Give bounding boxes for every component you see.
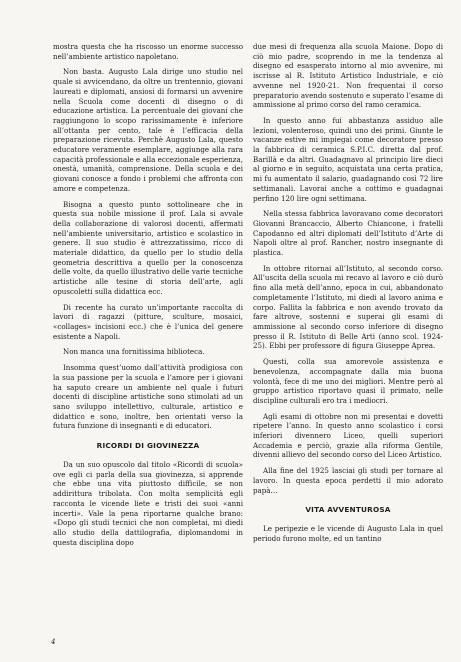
paragraph: due mesi di frequenza alla scuola Maione. Dopo di ciò mio padre, scoprendo in me la tendenza al disegno ed esasperato intorno al mio avvenire, mi iscrisse al R. Istituto Artistico Industriale, e ciò avvenne nel 1920-21. Non frequentai il corso preparatorio avendo sostenuto e superato l’esame di ammissione al primo corso del ramo ceramica.: [253, 42, 443, 110]
left-column: [53, 42, 243, 553]
paragraph: Non manca una fornitissima biblioteca.: [63, 347, 205, 357]
paragraph: Insomma quest’uomo dall’attività prodigiosa con la sua passione per la scuola e l’amore per i giovani ha saputo creare un ambiente nel quale i futuri docenti di discipline artistiche sono stimolati ad un sano sviluppo intellettivo, culturale, artistico e didattico e sono, inoltre, ben orientati verso la futura funzione di insegnanti e di educatori.: [53, 363, 243, 431]
page-number: 4: [51, 638, 56, 646]
paragraph: Di recente ha curato un’importante raccolta di lavori di ragazzi (pitture, sculture, mosaici, «collages» incisioni ecc.) che è l’unica del genere esistente a Napoli.: [53, 302, 243, 341]
paragraph: In ottobre ritornai all’Istituto, al secondo corso. All’uscita della scuola mi recavo al lavoro e ciò durò fino alla metà dell’anno, epoca in cui, abbandonato completamente l’Istituto, mi diedi al lavoro anima e corpo. Fallita la fabbrica e non avendo trovato da fare altrove, sostenni e superai gli esami di ammissione al secondo corso inferiore di disegno presso il R. Istituto di Belle Arti (anno scol. 1924-25). Ebbi per professore di figura Giuseppe Aprea.: [253, 263, 443, 351]
paragraph: Agli esami di ottobre non mi presentai e dovetti ripetere l’anno. In questo anno scolastico i corsi inferiori divennero Liceo, quelli superiori Accademia e perciò, grazie alla riforma Gentile, divenni allievo del secondo corso del Liceo Artistico.: [253, 411, 443, 460]
paragraph: Da un suo opuscolo dal titolo «Ricordi di scuola» ove egli ci parla della sua giovinezza, si apprende che ebbe una vita piuttosto difficile, se non addirittura tribolata. Con molta semplicità egli racconta le vicende liete e tristi dei suoi «anni incerti». Vale la pena riportarne qualche brano: «Dopo gli studi tecnici che non completai, mi diedi allo studio della dattilografia, diplomandomi in questa disciplina dopo: [53, 460, 243, 547]
paragraph: Non basta. Augusto Lala dirige uno studio nel quale si avvicendano, da oltre un trentennio, giovani laureati e diplomati, ansiosi di formarsi un avvenire nella Scuola come docenti di disegno o di educazione artistica. La percentuale dei giovani che raggiungono lo scopo rarissimamente è inferiore all’ottanta per cento, tale è l’efficacia della preparazione ricevuta. Perchè Augusto Lala, questo educatore veramente esemplare, aggiunge alla rara capacità professionale e alla eccezionale esperienza, onestà, umanità, comprensione. Della scuola e dei giovani conosce a fondo i problemi che affronta con amore e competenza.: [53, 67, 243, 193]
paragraph: Questi, colla sua amorevole assistenza e benevolenza, accompagnate dalla mia buona volontà, fece di me uno dei migliori. Mentre però al gruppo artistico riportavo quasi il primato, nelle discipline culturali ero tra i mediocri.: [253, 357, 443, 405]
paragraph: Le peripezie e le vicende di Augusto Lala in quel periodo furono molte, ed un tantino: [253, 524, 443, 543]
paragraph: Alla fine del 1925 lasciai gli studi per tornare al lavoro. In questa epoca perdetti il mio adorato papà…: [253, 466, 443, 495]
section-heading: VITA AVVENTUROSA: [305, 505, 391, 515]
right-column: [253, 42, 443, 550]
section-heading: RICORDI DI GIOVINEZZA: [96, 441, 200, 451]
paragraph: Nella stessa fabbrica lavoravano come decoratori Giovanni Brancaccio, Alberto Chiancone, i fratelli Capodanno ed altri diplomati dell’Istituto d’Arte di Napoli oltre al prof. Rancher, nostro insegnante di plastica.: [253, 209, 443, 258]
paragraph: mostra questa che ha riscosso un enorme successo nell’ambiente artistico napoletano.: [53, 42, 243, 61]
paragraph: Bisogna a questo punto sottolineare che in questa sua nobile missione il prof. Lala si avvale della collaborazione di valorosi docenti, affermati nell’ambiente universitario, artistico e scolastico in genere. Il suo studio è attrezzatissimo, ricco di materiale didattico, da quello per lo studio della geometria descrittiva a quello per la conoscenza delle volte, da quello illustrativo delle varie tecniche artistiche alle tesine di storia dell’arte, agli opuscoletti sulla didattica ecc.: [53, 199, 243, 296]
paragraph: In questo anno fui abbastanza assiduo alle lezioni, volenteroso, quindi uno dei primi. Giunte le vacanze estive mi impiegai come decoratore presso la fabbrica di ceramica S.P.I.C. diretta dal prof. Barillà e da altri. Guadagnavo al principio lire dieci al giorno e in seguito, acquistata una certa pratica, mi fu aumentato il salario, guadagnando così 72 lire settimanali. Lavorai anche a cottimo e guadagnai perfino 120 lire ogni settimana.: [253, 115, 443, 203]
